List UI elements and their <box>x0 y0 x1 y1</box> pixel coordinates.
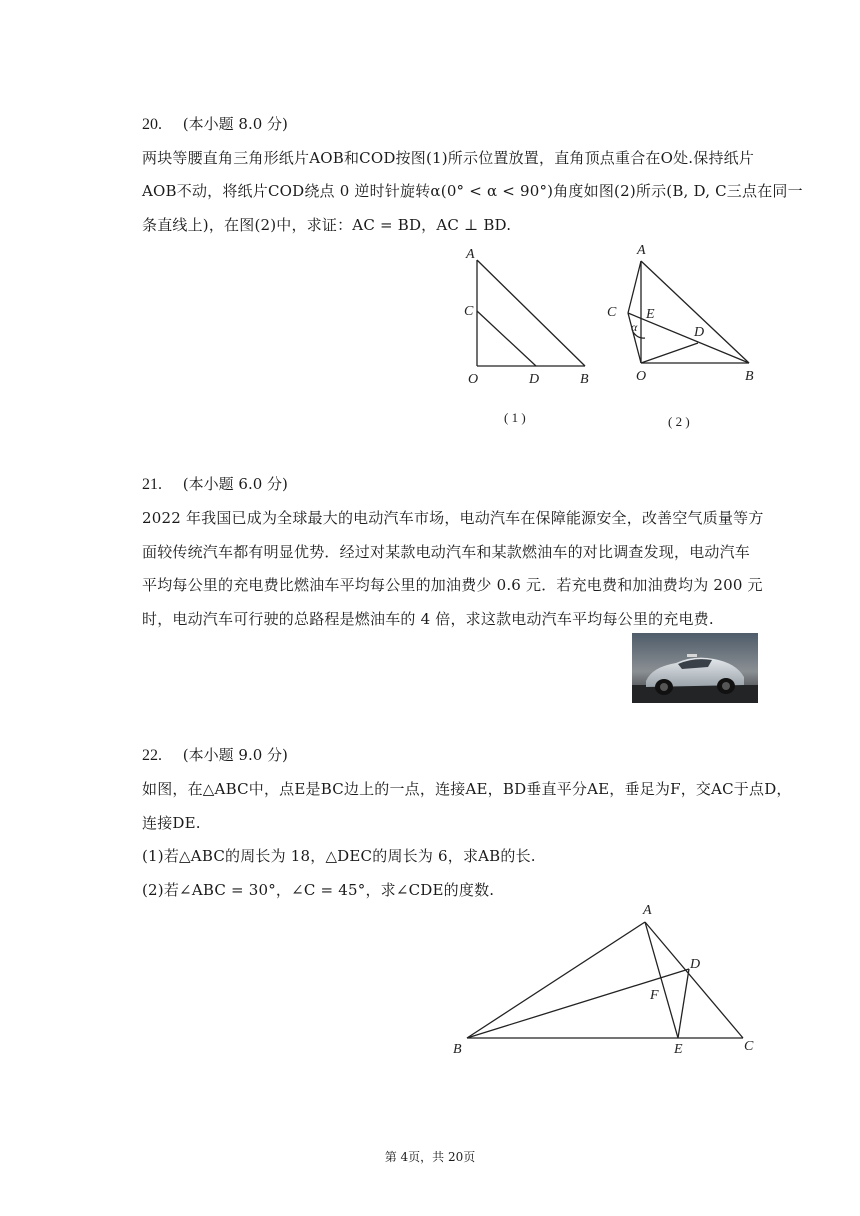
fig2-label-o: O <box>636 369 647 384</box>
fig2-caption: ( 2 ) <box>668 414 690 429</box>
fig1-label-c: C <box>464 304 474 319</box>
q21-header <box>142 473 288 494</box>
fig2-segment-ab <box>641 261 749 363</box>
q20-figures <box>440 235 780 435</box>
q22-line-1: 如图，在△ABC中，点E是BC边上的一点，连接AE，BD垂直平分AE，垂足为F，交AC于点D， <box>142 780 792 798</box>
q22-segment-ae <box>645 922 678 1038</box>
fig2-label-c: C <box>607 305 617 320</box>
page-footer: 第 4页，共 20页 <box>384 1150 476 1164</box>
fig2-label-alpha: α <box>631 320 638 334</box>
q22-line-2: 连接DE. <box>142 814 201 832</box>
fig1-label-a: A <box>466 247 475 262</box>
q20-line-2: AOB不动，将纸片COD绕点 0 逆时针旋转α(0° < α < 90°)角度如图(2)所示(B, D, C三点在同一 <box>142 182 803 200</box>
q21-line-4: 时，电动汽车可行驶的总路程是燃油车的 4 倍，求这款电动汽车平均每公里的充电费. <box>142 610 714 628</box>
q22-segment-ba <box>467 922 645 1038</box>
fig1-segment-cd <box>477 311 536 366</box>
q22-line-4: (2)若∠ABC = 30°，∠C = 45°，求∠CDE的度数. <box>142 881 495 899</box>
q22-segment-bd <box>467 969 689 1038</box>
q22-figure <box>445 898 765 1063</box>
q20-header <box>142 113 288 134</box>
q21-meta: (本小题 6.0 分) <box>182 475 288 493</box>
q22-number: 22. <box>142 747 162 764</box>
q22-header <box>142 744 288 765</box>
fig1-label-d: D <box>529 372 540 387</box>
q21-number: 21. <box>142 476 162 493</box>
q20-number: 20. <box>142 116 162 133</box>
q22-label-a: A <box>643 903 652 918</box>
q22-segment-de <box>678 969 689 1038</box>
fig2-label-d: D <box>694 325 705 340</box>
q20-meta: (本小题 8.0 分) <box>182 115 288 133</box>
q22-label-b: B <box>453 1042 462 1057</box>
q21-line-1: 2022 年我国已成为全球最大的电动汽车市场，电动汽车在保障能源安全，改善空气质量等方 <box>142 509 764 527</box>
fig1-segment-ab <box>477 260 585 366</box>
q20-figure-1 <box>477 260 585 366</box>
fig2-segment-od <box>641 343 698 363</box>
q22-label-c: C <box>744 1039 754 1054</box>
fig2-label-b: B <box>745 369 754 384</box>
fig1-label-b: B <box>580 372 589 387</box>
q22-label-d: D <box>690 957 701 972</box>
q22-segment-ac <box>645 922 743 1038</box>
fig1-label-o: O <box>468 372 479 387</box>
q20-line-3: 条直线上)，在图(2)中，求证：AC = BD，AC ⊥ BD. <box>142 216 512 234</box>
fig2-label-a: A <box>637 243 646 258</box>
q22-label-e: E <box>674 1042 683 1057</box>
q22-meta: (本小题 9.0 分) <box>182 746 288 764</box>
fig1-caption: ( 1 ) <box>504 410 526 425</box>
fig2-label-e: E <box>646 307 655 322</box>
q20-line-1: 两块等腰直角三角形纸片AOB和COD按图(1)所示位置放置，直角顶点重合在O处.保持纸片 <box>142 149 755 167</box>
q22-label-f: F <box>650 988 659 1003</box>
fig2-segment-ca <box>628 261 641 313</box>
electric-car-photo <box>632 633 758 703</box>
q21-line-2: 面较传统汽车都有明显优势．经过对某款电动汽车和某款燃油车的对比调查发现，电动汽车 <box>142 543 751 561</box>
q21-line-3: 平均每公里的充电费比燃油车平均每公里的加油费少 0.6 元．若充电费和加油费均为 200 元 <box>142 576 763 594</box>
q22-line-3: (1)若△ABC的周长为 18，△DEC的周长为 6，求AB的长. <box>142 847 536 865</box>
